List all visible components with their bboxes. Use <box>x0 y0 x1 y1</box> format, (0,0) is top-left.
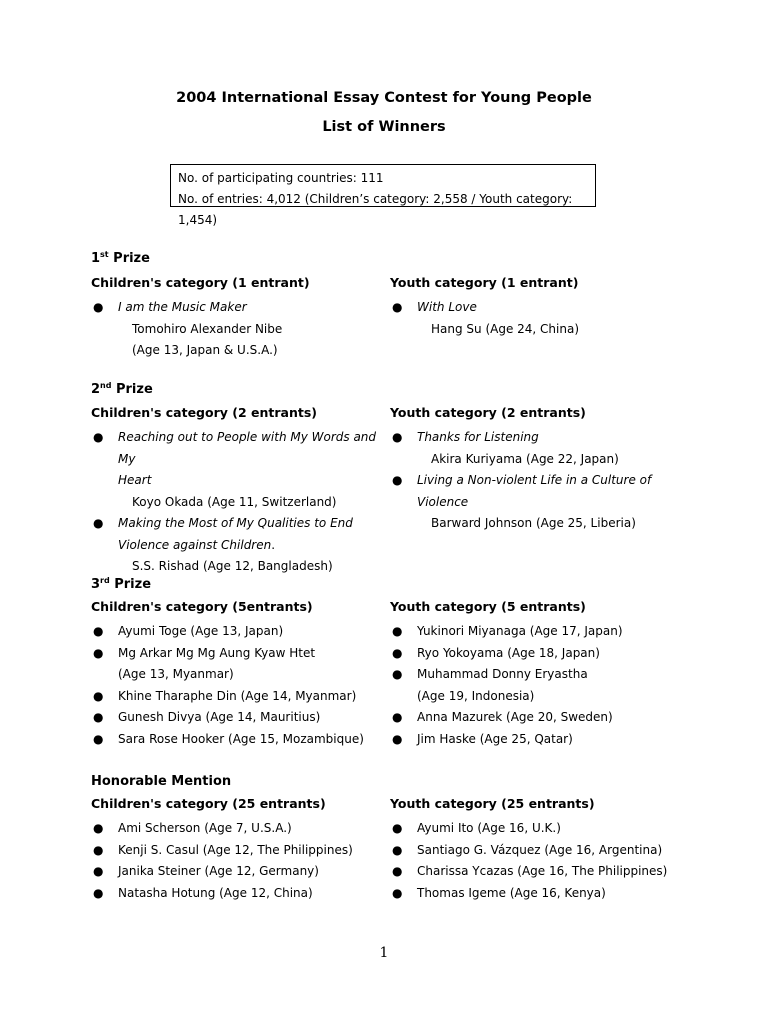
list-item <box>91 840 391 862</box>
winner-entry: Gunesh Divya (Age 14, Mauritius) <box>118 710 321 724</box>
category-heading: Children's category (5entrants) <box>91 599 313 614</box>
winner-entry: Ami Scherson (Age 7, U.S.A.) <box>118 821 292 835</box>
winner-entry: Thomas Igeme (Age 16, Kenya) <box>417 885 606 900</box>
list-item <box>91 513 391 535</box>
document-title: 2004 International Essay Contest for Young People <box>176 90 592 106</box>
third-prize-youth <box>390 599 680 750</box>
list-item <box>390 427 680 449</box>
essay-title: Living a Non-violent Life in a Culture of <box>417 473 652 487</box>
contest-stats-box <box>170 164 596 227</box>
first-prize-number: 1 <box>91 251 101 266</box>
document-subtitle: List of Winners <box>322 119 446 135</box>
category-heading: Youth category (5 entrants) <box>390 599 586 614</box>
third-prize-ordinal: rd <box>100 576 110 585</box>
bullet-icon: ● <box>392 300 403 314</box>
list-item-continued <box>390 492 680 514</box>
second-prize-number: 2 <box>91 382 101 397</box>
list-item-continued <box>91 470 391 492</box>
list-item-continued <box>91 664 391 686</box>
essay-title-cont: Violence <box>417 494 469 509</box>
first-prize-children <box>91 275 391 362</box>
winner-entry-cont: (Age 13, Myanmar) <box>118 667 234 681</box>
winner-name: Barward Johnson (Age 25, Liberia) <box>431 516 636 530</box>
category-heading: Youth category (2 entrants) <box>390 405 586 420</box>
list-item <box>91 427 391 470</box>
list-item <box>91 707 391 729</box>
bullet-icon: ● <box>93 710 104 724</box>
list-item <box>91 297 391 319</box>
second-prize-heading <box>91 381 153 397</box>
winner-name: Akira Kuriyama (Age 22, Japan) <box>431 451 619 466</box>
bullet-icon: ● <box>93 624 104 638</box>
list-item <box>91 818 391 840</box>
list-item <box>390 297 680 319</box>
winner-entry: Janika Steiner (Age 12, Germany) <box>118 864 319 878</box>
essay-title: Thanks for Listening <box>417 430 539 444</box>
winner-entry: Sara Rose Hooker (Age 15, Mozambique) <box>118 731 364 746</box>
bullet-icon: ● <box>93 516 104 530</box>
first-prize-label: Prize <box>108 251 150 266</box>
winner-entry: Anna Mazurek (Age 20, Sweden) <box>417 710 613 724</box>
bullet-icon: ● <box>392 821 403 835</box>
list-item-continued <box>390 686 680 708</box>
essay-title: Making the Most of My Qualities to End <box>118 516 353 530</box>
bullet-icon: ● <box>93 821 104 835</box>
list-item-continued <box>91 535 391 557</box>
bullet-icon: ● <box>392 645 403 660</box>
bullet-icon: ● <box>93 864 104 878</box>
bullet-icon: ● <box>392 430 403 444</box>
third-prize-number: 3 <box>91 577 101 592</box>
category-heading: Children's category (1 entrant) <box>91 275 310 290</box>
list-item <box>390 621 680 643</box>
winner-entry: Ayumi Toge (Age 13, Japan) <box>118 624 284 638</box>
winner-name: Hang Su (Age 24, China) <box>431 321 580 336</box>
winner-name: Tomohiro Alexander Nibe <box>132 321 283 336</box>
essay-title-period: . <box>271 537 276 552</box>
list-item <box>390 840 680 862</box>
winner-entry-cont: (Age 19, Indonesia) <box>417 688 535 703</box>
essay-title: Reaching out to People with My Words and My <box>118 430 377 466</box>
winner-entry: Kenji S. Casul (Age 12, The Philippines) <box>118 842 353 857</box>
winner-name: S.S. Rishad (Age 12, Bangladesh) <box>132 559 333 573</box>
list-item <box>91 861 391 883</box>
list-item <box>390 707 680 729</box>
third-prize-children <box>91 599 391 750</box>
winner-entry: Muhammad Donny Eryastha <box>417 667 588 681</box>
winner-name: Koyo Okada (Age 11, Switzerland) <box>132 494 337 509</box>
bullet-icon: ● <box>392 731 403 746</box>
list-item <box>390 470 680 492</box>
winner-entry: Natasha Hotung (Age 12, China) <box>118 885 313 900</box>
essay-title: With Love <box>417 300 477 314</box>
list-item <box>390 818 680 840</box>
second-prize-ordinal: nd <box>100 381 112 390</box>
winner-detail: (Age 13, Japan & U.S.A.) <box>132 343 278 357</box>
essay-title-cont: Heart <box>118 473 152 487</box>
bullet-icon: ● <box>392 842 403 857</box>
essay-title-cont: Violence against Children <box>118 537 272 552</box>
winner-entry: Yukinori Miyanaga (Age 17, Japan) <box>417 624 623 638</box>
first-prize-youth <box>390 275 680 340</box>
winner-entry: Ryo Yokoyama (Age 18, Japan) <box>417 645 600 660</box>
bullet-icon: ● <box>392 885 403 900</box>
second-prize-youth <box>390 405 680 535</box>
category-heading: Youth category (1 entrant) <box>390 275 579 290</box>
list-item <box>91 729 391 751</box>
bullet-icon: ● <box>392 864 403 878</box>
first-prize-heading <box>91 250 150 266</box>
list-item <box>390 861 680 883</box>
honorable-mention-heading: Honorable Mention <box>91 774 232 789</box>
third-prize-label: Prize <box>109 577 152 592</box>
bullet-icon: ● <box>93 645 104 660</box>
winner-entry: Santiago G. Vázquez (Age 16, Argentina) <box>417 842 663 857</box>
list-item <box>91 883 391 905</box>
bullet-icon: ● <box>93 688 104 703</box>
bullet-icon: ● <box>93 885 104 900</box>
bullet-icon: ● <box>93 430 104 444</box>
bullet-icon: ● <box>392 667 403 681</box>
participating-countries: No. of participating countries: 111 <box>178 171 384 185</box>
list-item <box>91 621 391 643</box>
entries-count: No. of entries: 4,012 (Children’s category: 2,558 / Youth category: 1,454) <box>178 192 573 227</box>
winner-entry: Jim Haske (Age 25, Qatar) <box>417 731 573 746</box>
list-item <box>91 643 391 665</box>
third-prize-heading <box>91 576 151 592</box>
category-heading: Youth category (25 entrants) <box>390 796 595 811</box>
list-item <box>390 664 680 686</box>
list-item <box>390 643 680 665</box>
winner-entry: Mg Arkar Mg Mg Aung Kyaw Htet <box>118 645 316 660</box>
bullet-icon: ● <box>93 300 104 314</box>
list-item <box>390 883 680 905</box>
category-heading: Children's category (2 entrants) <box>91 405 317 420</box>
second-prize-children <box>91 405 391 578</box>
first-prize-ordinal: st <box>100 250 109 259</box>
bullet-icon: ● <box>392 473 403 487</box>
bullet-icon: ● <box>392 624 403 638</box>
page-number: 1 <box>379 945 389 961</box>
bullet-icon: ● <box>93 842 104 857</box>
bullet-icon: ● <box>392 710 403 724</box>
list-item <box>390 729 680 751</box>
winner-entry: Ayumi Ito (Age 16, U.K.) <box>417 821 561 835</box>
second-prize-label: Prize <box>111 382 153 397</box>
honorable-youth <box>390 796 680 904</box>
list-item <box>91 686 391 708</box>
winner-entry: Charissa Ycazas (Age 16, The Philippines) <box>417 864 668 878</box>
honorable-children <box>91 796 391 904</box>
winner-entry: Khine Tharaphe Din (Age 14, Myanmar) <box>118 688 357 703</box>
essay-title: I am the Music Maker <box>118 300 247 314</box>
bullet-icon: ● <box>93 731 104 746</box>
category-heading: Children's category (25 entrants) <box>91 796 326 811</box>
